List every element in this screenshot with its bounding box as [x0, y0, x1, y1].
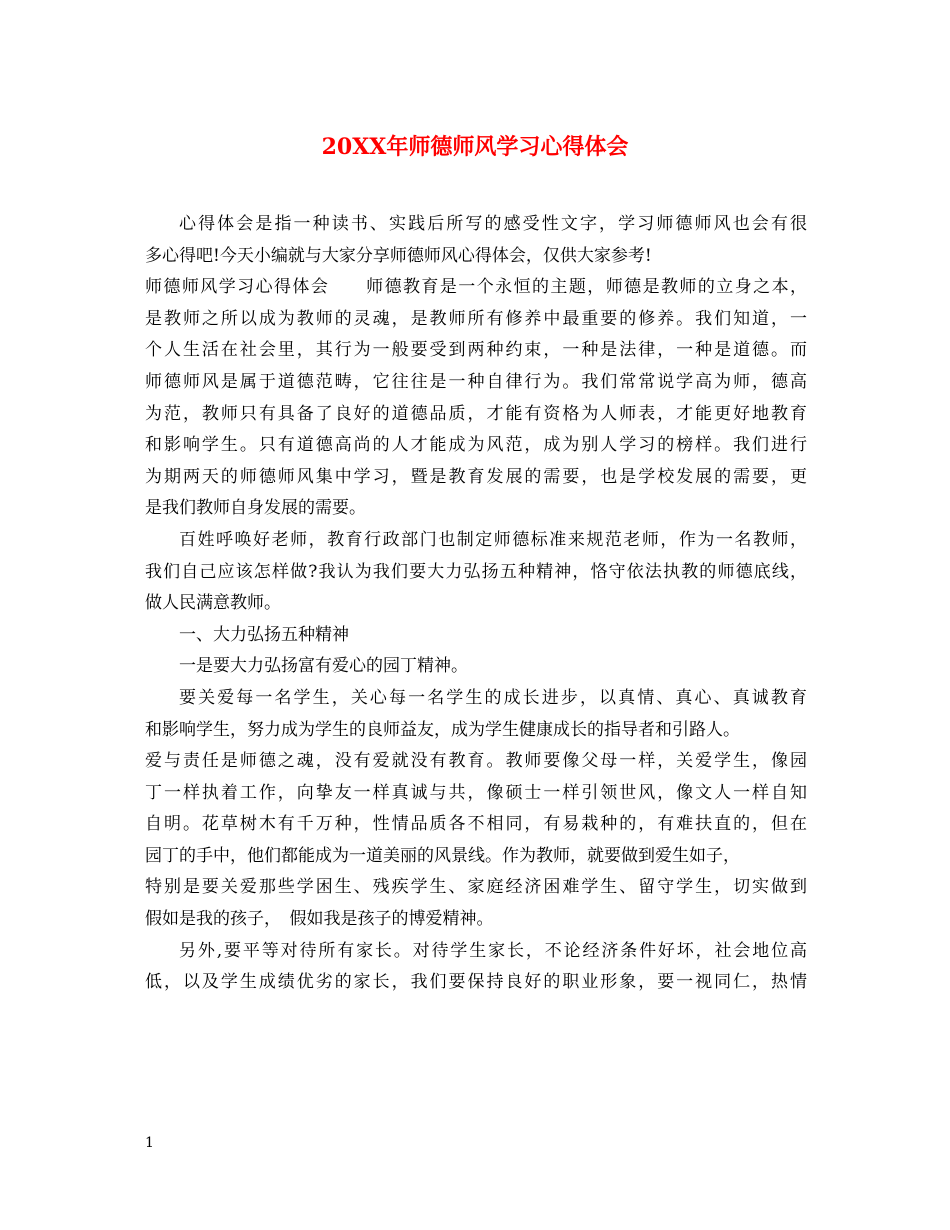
text-line: 和影响学生，努力成为学生的良师益友，成为学生健康成长的指导者和引路人。	[145, 719, 740, 740]
document-title: 20XX年师德师风学习心得体会	[321, 134, 629, 160]
text-line: 是我们教师自身发展的需要。	[145, 498, 366, 519]
text-line: 为期两天的师德师风集中学习，暨是教育发展的需要，也是学校发展的需要，更	[145, 466, 807, 487]
text-line: 和影响学生。只有道德高尚的人才能成为风范，成为别人学习的榜样。我们进行	[145, 435, 807, 456]
text-line: 做人民满意教师。	[145, 593, 281, 614]
text-line: 假如是我的孩子， 假如我是孩子的博爱精神。	[145, 909, 494, 930]
text-line: 师德师风是属于道德范畴，它往往是一种自律行为。我们常常说学高为师，德高	[145, 371, 807, 392]
text-line: 师德师风学习心得体会 师德教育是一个永恒的主题，师德是教师的立身之本，	[145, 277, 807, 298]
text-line: 一是要大力弘扬富有爱心的园丁精神。	[179, 656, 468, 677]
text-line: 低，以及学生成绩优劣的家长，我们要保持良好的职业形象，要一视同仁，热情	[145, 972, 807, 993]
page-number: 1	[145, 1135, 154, 1151]
text-line: 我们自己应该怎样做?我认为我们要大力弘扬五种精神，恪守依法执教的师德底线，	[145, 561, 807, 582]
text-line: 多心得吧!今天小编就与大家分享师德师风心得体会，仅供大家参考!	[145, 245, 652, 266]
text-line: 特别是要关爱那些学困生、残疾学生、家庭经济困难学生、留守学生，切实做到	[145, 877, 807, 898]
text-line: 心得体会是指一种读书、实践后所写的感受性文字，学习师德师风也会有很	[179, 214, 807, 234]
section-heading: 一、大力弘扬五种精神	[179, 624, 349, 645]
text-line: 为范，教师只有具备了良好的道德品质，才能有资格为人师表，才能更好地教育	[145, 403, 807, 424]
text-line: 自明。花草树木有千万种，性情品质各不相同，有易栽种的，有难扶直的，但在	[145, 814, 807, 835]
text-line: 爱与责任是师德之魂，没有爱就没有教育。教师要像父母一样，关爱学生，像园	[145, 751, 807, 772]
text-line: 是教师之所以成为教师的灵魂，是教师所有修养中最重要的修养。我们知道，一	[145, 308, 807, 329]
document-body	[145, 209, 807, 999]
text-line: 丁一样执着工作，向挚友一样真诚与共，像硕士一样引领世风，像文人一样自知	[145, 782, 807, 803]
text-line: 要关爱每一名学生，关心每一名学生的成长进步，以真情、真心、真诚教育	[179, 687, 807, 708]
text-line: 另外,要平等对待所有家长。对待学生家长，不论经济条件好坏，社会地位高	[179, 940, 807, 961]
text-line: 个人生活在社会里，其行为一般要受到两种约束，一种是法律，一种是道德。而	[145, 340, 807, 361]
text-line: 百姓呼唤好老师，教育行政部门也制定师德标准来规范老师，作为一名教师，	[179, 529, 807, 550]
text-line: 园丁的手中，他们都能成为一道美丽的风景线。作为教师，就要做到爱生如子，	[145, 845, 740, 866]
